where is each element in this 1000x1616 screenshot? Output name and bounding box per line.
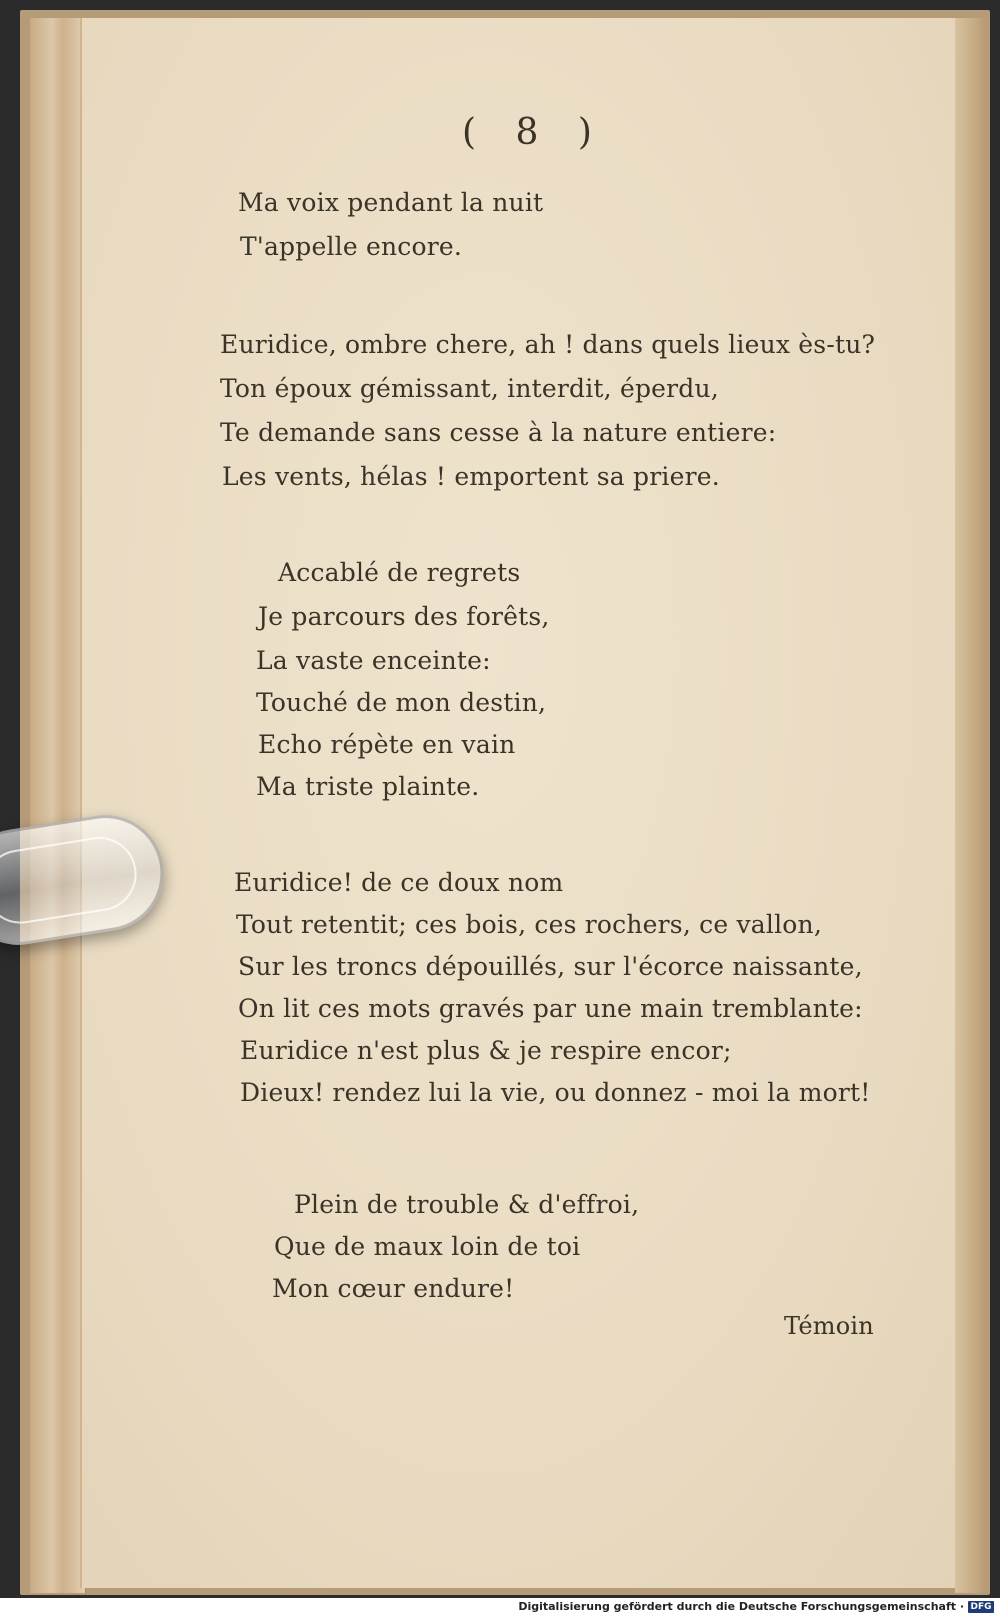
catchword: Témoin bbox=[784, 1312, 874, 1340]
verse-line: Ton époux gémissant, interdit, éperdu, bbox=[220, 374, 719, 403]
verse-line: Te demande sans cesse à la nature entiere: bbox=[220, 418, 777, 447]
verse-line: On lit ces mots gravés par une main tremblante: bbox=[238, 994, 863, 1023]
right-page-edges bbox=[955, 18, 985, 1593]
verse-line: La vaste enceinte: bbox=[256, 646, 491, 675]
verse-line: Sur les troncs dépouillés, sur l'écorce naissante, bbox=[238, 952, 863, 981]
verse-line: Euridice n'est plus & je respire encor; bbox=[240, 1036, 732, 1065]
verse-line: Echo répète en vain bbox=[258, 730, 516, 759]
verse-line: Que de maux loin de toi bbox=[274, 1232, 581, 1261]
digitization-footer bbox=[0, 1598, 1000, 1616]
verse-line: Plein de trouble & d'effroi, bbox=[294, 1190, 640, 1219]
verse-line: Mon cœur endure! bbox=[272, 1274, 515, 1303]
page-number-header: ( 8 ) bbox=[462, 112, 606, 153]
holder-highlight bbox=[0, 832, 142, 929]
dfg-logo: DFG bbox=[968, 1601, 994, 1613]
verse-line: Ma triste plainte. bbox=[256, 772, 480, 801]
left-page-edges bbox=[30, 18, 86, 1593]
verse-line: Euridice! de ce doux nom bbox=[234, 868, 564, 897]
verse-line: Ma voix pendant la nuit bbox=[238, 188, 544, 217]
verse-line: Je parcours des forêts, bbox=[258, 602, 550, 631]
verse-line: Euridice, ombre chere, ah ! dans quels lieux ès-tu? bbox=[220, 330, 876, 359]
verse-line: Accablé de regrets bbox=[278, 558, 521, 587]
verse-line: Dieux! rendez lui la vie, ou donnez - moi la mort! bbox=[240, 1078, 871, 1107]
verse-line: Les vents, hélas ! emportent sa priere. bbox=[222, 462, 720, 491]
verse-line: Touché de mon destin, bbox=[256, 688, 547, 717]
verse-line: T'appelle encore. bbox=[240, 232, 463, 261]
funding-credit: Digitalisierung gefördert durch die Deutsche Forschungsgemeinschaft · bbox=[518, 1600, 964, 1613]
verse-line: Tout retentit; ces bois, ces rochers, ce vallon, bbox=[236, 910, 822, 939]
book-page bbox=[80, 18, 972, 1588]
